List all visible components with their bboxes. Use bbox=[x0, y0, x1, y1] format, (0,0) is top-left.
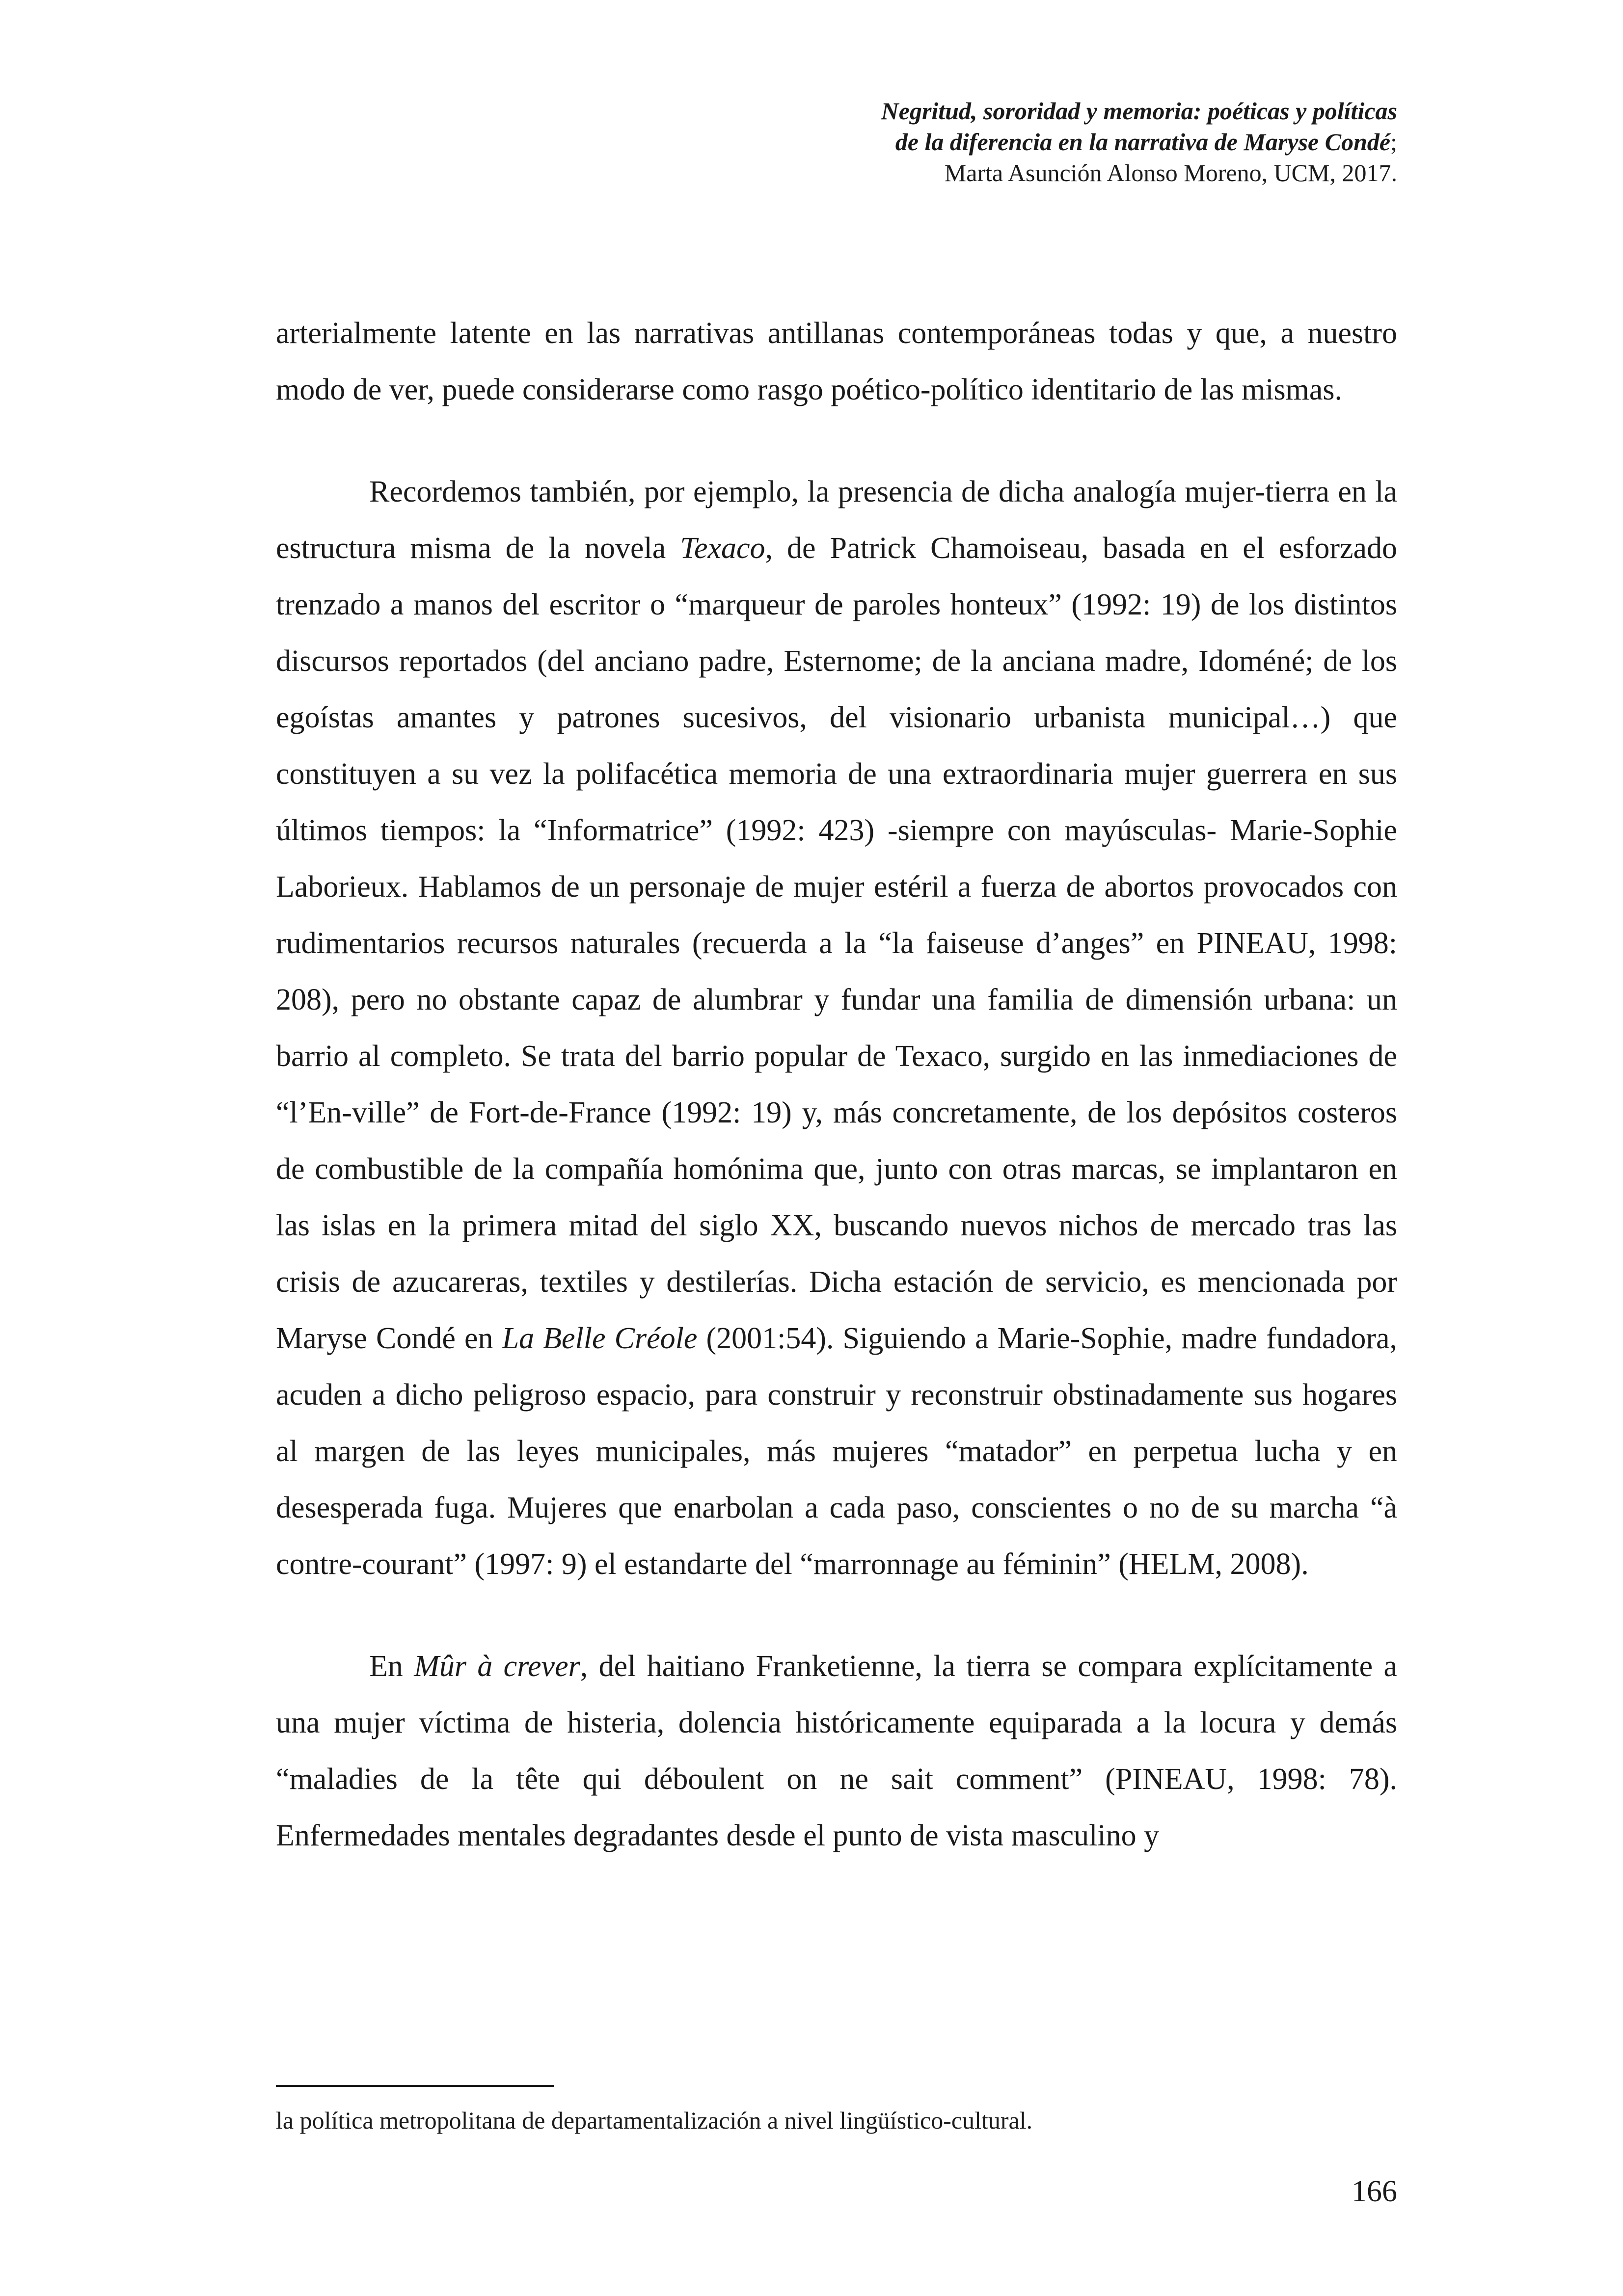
title-la-belle-creole: La Belle Créole bbox=[502, 1322, 698, 1355]
paragraph-2 bbox=[276, 464, 1397, 1593]
header-author-line: Marta Asunción Alonso Moreno, UCM, 2017. bbox=[944, 159, 1397, 187]
title-texaco: Texaco bbox=[680, 532, 765, 565]
paragraph-2-part-a: Recordemos también, por ejemplo, la presencia de dicha analogía mujer-tierra en la estructura misma de la novela bbox=[276, 475, 1397, 565]
paragraph-1: arterialmente latente en las narrativas antillanas contemporáneas todas y que, a nuestro modo de ver, puede considerarse como rasgo poético-político identitario de las mismas. bbox=[276, 317, 1397, 406]
footnote-separator bbox=[276, 2085, 554, 2087]
footnote-text: la política metropolitana de departamentalización a nivel lingüístico-cultural. bbox=[276, 2107, 1033, 2134]
header-title-line-1: Negritud, sororidad y memoria: poéticas y políticas bbox=[881, 97, 1397, 125]
paragraph-2-part-c: , de Patrick Chamoiseau, basada en el esforzado trenzado a manos del escritor o “marqueur de paroles honteux” (1992: 19) de los distintos discursos reportados (del anciano padre, Esternome; de la anciana madre, Idoméné; de los egoístas amantes y patrones sucesivos, del visionario urbanista municipal…) que constituyen a su vez la polifacética memoria de una extraordinaria mujer guerrera en sus últimos tiempos: la “Informatrice” (1992: 423) -siempre con mayúsculas- Marie-Sophie Laborieux. Hablamos de un personaje de mujer estéril a fuerza de abortos provocados con rudimentarios recursos naturales (recuerda a la “la faiseuse d’anges” en PINEAU, 1998: 208), pero no obstante capaz de alumbrar y fundar una familia de dimensión urbana: un barrio al completo. Se trata del barrio popular de Texaco, surgido en las inmediaciones de “l’En-ville” de Fort-de-France (1992: 19) y, más concretamente, de los depósitos costeros de combustible de la compañía homónima que, junto con otras marcas, se implantaron en las islas en la primera mitad del siglo XX, buscando nuevos nichos de mercado tras las crisis de azucareras, textiles y destilerías. Dicha estación de servicio, es mencionada por Maryse Condé en bbox=[276, 532, 1397, 1355]
paragraph-3 bbox=[276, 1638, 1397, 1864]
main-text bbox=[276, 305, 1397, 1864]
title-mur-a-crever: Mûr à crever bbox=[414, 1650, 580, 1683]
paragraph-2-part-e: (2001:54). Siguiendo a Marie-Sophie, madre fundadora, acuden a dicho peligroso espacio, para construir y reconstruir obstinadamente sus hogares al margen de las leyes municipales, más mujeres “matador” en perpetua lucha y en desesperada fuga. Mujeres que enarbolan a cada paso, conscientes o no de su marcha “à contre-courant” (1997: 9) el estandarte del “marronnage au féminin” (HELM, 2008). bbox=[276, 1322, 1397, 1581]
header-title-line-2-semicolon: ; bbox=[1390, 128, 1397, 156]
page-number: 166 bbox=[1352, 2175, 1397, 2208]
paragraph-3-part-a: En bbox=[369, 1650, 414, 1683]
header-title-line-2 bbox=[563, 127, 1397, 158]
running-header bbox=[563, 96, 1397, 188]
paragraph-3-part-c: , del haitiano Franketienne, la tierra se compara explícitamente a una mujer víctima de histeria, dolencia históricamente equiparada a la locura y demás “maladies de la tête qui déboulent on ne sait comment” (PINEAU, 1998: 78). Enfermedades mentales degradantes desde el punto de vista masculino y bbox=[276, 1650, 1397, 1852]
header-title-line-2-text: de la diferencia en la narrativa de Maryse Condé bbox=[895, 128, 1391, 156]
